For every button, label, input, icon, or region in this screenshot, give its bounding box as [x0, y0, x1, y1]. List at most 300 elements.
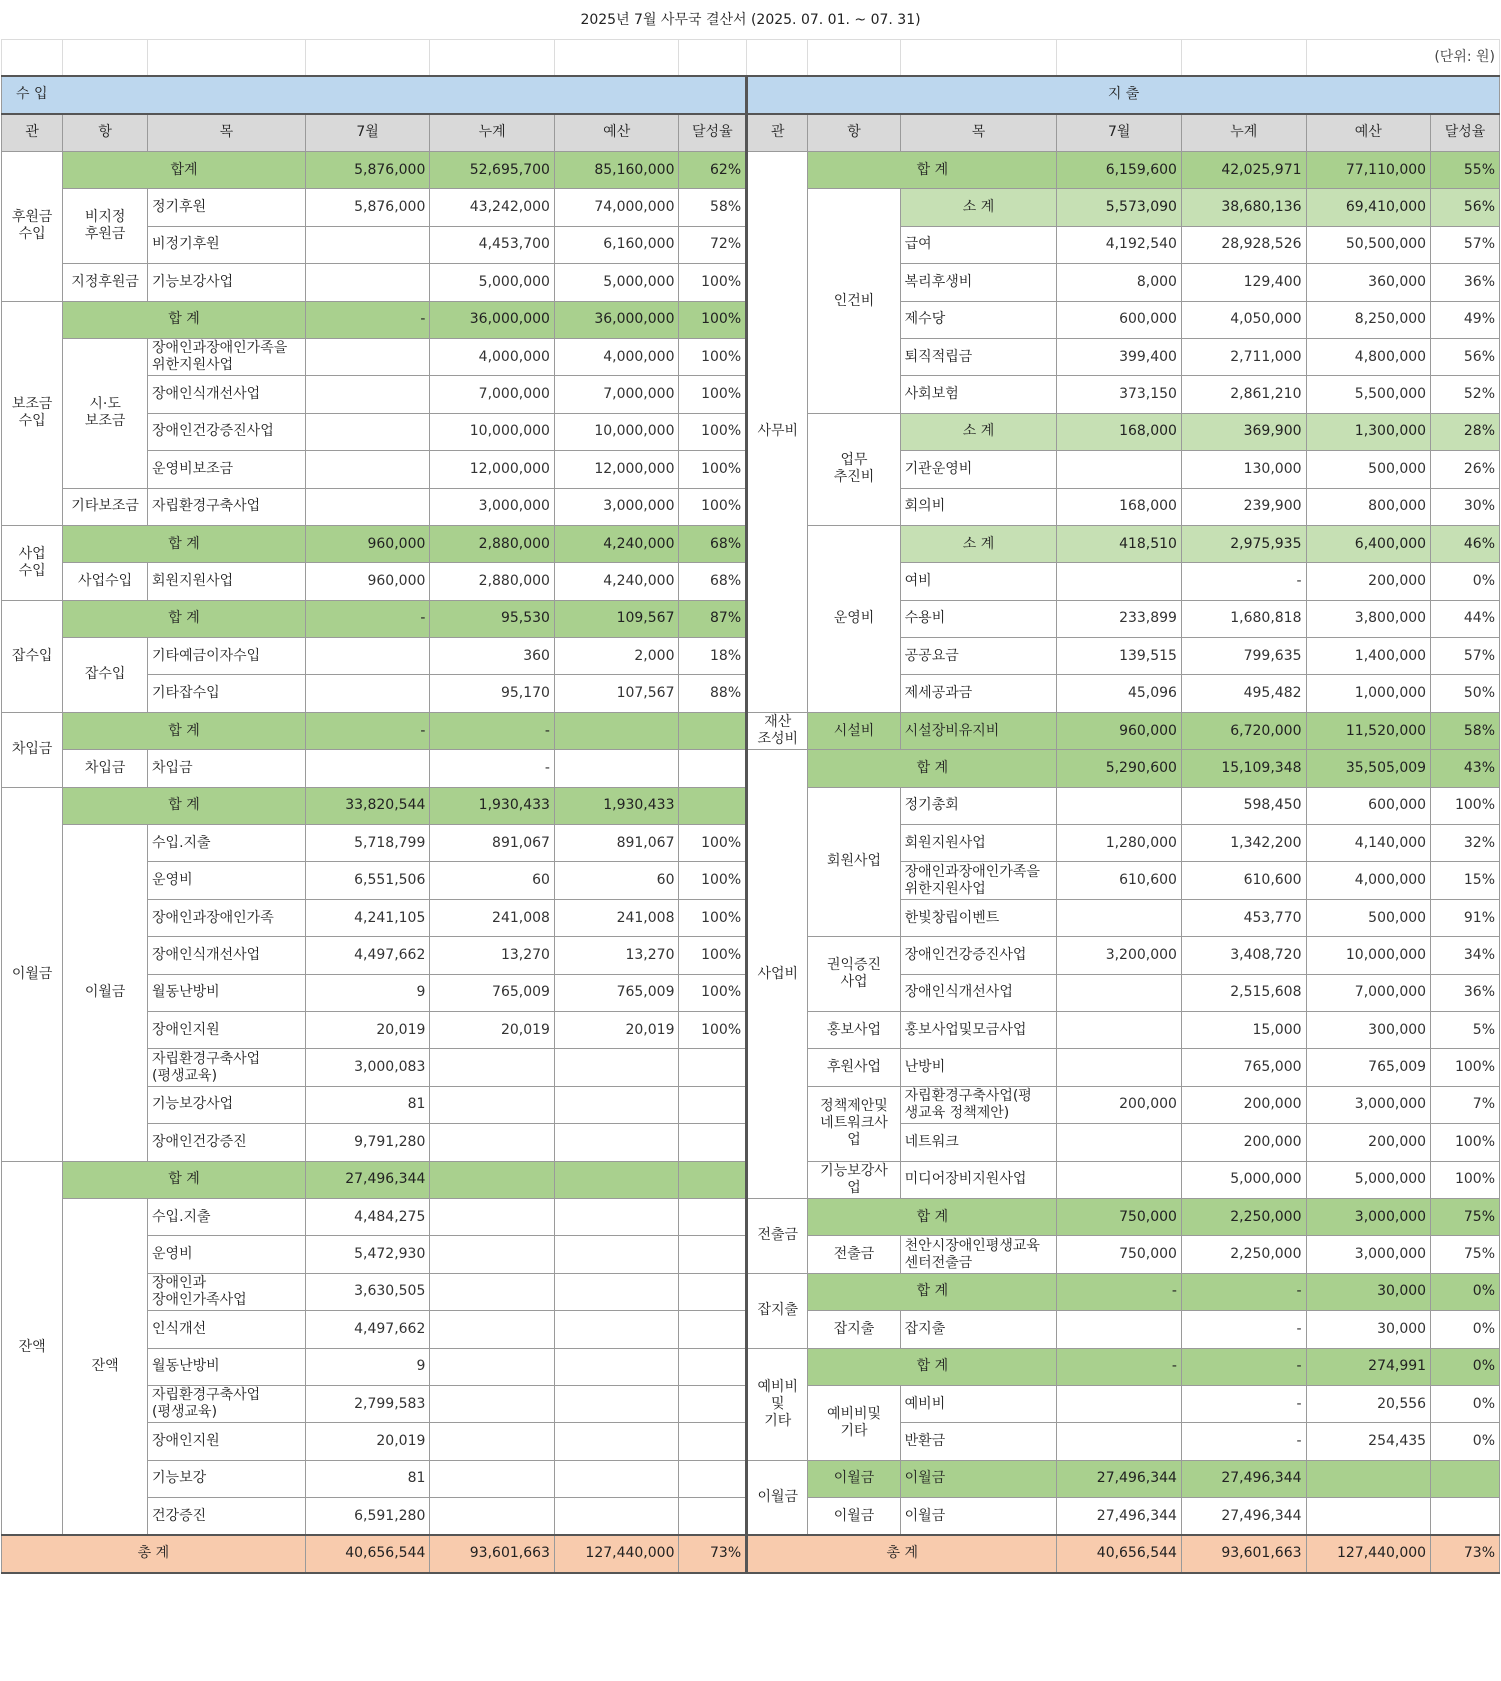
value-july: 4,497,662 — [305, 1311, 430, 1348]
value-rate: 100% — [1431, 787, 1500, 824]
mok-cell: 수입.지출 — [148, 1198, 306, 1235]
value-rate: 57% — [1431, 226, 1500, 263]
value-budget: 300,000 — [1306, 1011, 1431, 1048]
value-cumulative: 3,000,000 — [430, 488, 555, 525]
value-budget: 77,110,000 — [1306, 152, 1431, 189]
value-rate: 56% — [1431, 189, 1500, 226]
value-july: 960,000 — [305, 525, 430, 562]
value-rate: 32% — [1431, 825, 1500, 862]
value-rate: 87% — [679, 600, 747, 637]
value-cumulative: 2,880,000 — [430, 563, 555, 600]
value-rate: 68% — [679, 563, 747, 600]
value-july: 20,019 — [305, 1011, 430, 1048]
value-rate: 34% — [1431, 937, 1500, 974]
mok-cell: 네트워크 — [900, 1124, 1057, 1161]
value-cumulative: 799,635 — [1181, 638, 1306, 675]
value-july: 5,472,930 — [305, 1236, 430, 1273]
value-rate: 36% — [1431, 264, 1500, 301]
value-rate: 26% — [1431, 451, 1500, 488]
value-july — [1057, 563, 1182, 600]
hang-cell: 차입금 — [63, 750, 148, 787]
value-july — [1057, 1161, 1182, 1198]
mok-cell: 장애인지원 — [148, 1011, 306, 1048]
hang-cell: 이월금 — [808, 1498, 900, 1535]
hang-cell: 잡수입 — [63, 638, 148, 713]
value-cumulative: 6,720,000 — [1181, 712, 1306, 749]
value-cumulative — [430, 1086, 555, 1123]
value-budget: 765,009 — [1306, 1049, 1431, 1086]
value-july: 81 — [305, 1460, 430, 1497]
value-budget — [554, 1049, 679, 1086]
value-rate: 44% — [1431, 600, 1500, 637]
value-budget: 600,000 — [1306, 787, 1431, 824]
value-cumulative — [430, 1385, 555, 1422]
value-july: 960,000 — [1057, 712, 1182, 749]
table-row — [2, 1273, 1500, 1310]
mok-cell: 장애인지원 — [148, 1423, 306, 1460]
total-label: 합 계 — [63, 600, 306, 637]
value-rate: 100% — [679, 899, 747, 936]
value-cumulative: - — [1181, 1423, 1306, 1460]
gwan-cell: 예비비 및 기타 — [747, 1348, 808, 1460]
hang-cell: 권익증진 사업 — [808, 937, 900, 1012]
value-rate: 52% — [1431, 376, 1500, 413]
value-rate — [679, 787, 747, 824]
value-budget: 200,000 — [1306, 1124, 1431, 1161]
value-budget: 4,000,000 — [554, 338, 679, 375]
value-july: 168,000 — [1057, 413, 1182, 450]
mok-cell: 여비 — [900, 563, 1057, 600]
hang-cell: 업무 추진비 — [808, 413, 900, 525]
value-rate — [679, 1124, 747, 1161]
total-label: 합 계 — [63, 787, 306, 824]
value-cumulative: 5,000,000 — [1181, 1161, 1306, 1198]
value-july: 1,280,000 — [1057, 825, 1182, 862]
total-label: 합 계 — [808, 1198, 1057, 1235]
value-cumulative: 4,000,000 — [430, 338, 555, 375]
value-cumulative — [430, 1348, 555, 1385]
value-rate — [679, 1198, 747, 1235]
value-cumulative: 13,270 — [430, 937, 555, 974]
value-cumulative: 2,880,000 — [430, 525, 555, 562]
value-july: 9,791,280 — [305, 1124, 430, 1161]
value-rate: 46% — [1431, 525, 1500, 562]
value-july: 6,159,600 — [1057, 152, 1182, 189]
value-july: 3,000,083 — [305, 1049, 430, 1086]
value-rate: 55% — [1431, 152, 1500, 189]
mok-cell: 월동난방비 — [148, 1348, 306, 1385]
value-july — [1057, 1124, 1182, 1161]
value-budget: 5,000,000 — [554, 264, 679, 301]
mok-cell: 시설장비유지비 — [900, 712, 1057, 749]
value-cumulative: - — [1181, 1273, 1306, 1310]
value-budget — [1306, 1498, 1431, 1535]
mok-cell: 기타잡수입 — [148, 675, 306, 712]
value-cumulative: 891,067 — [430, 825, 555, 862]
value-july: 4,192,540 — [1057, 226, 1182, 263]
value-budget: 254,435 — [1306, 1423, 1431, 1460]
value-cumulative: - — [430, 750, 555, 787]
value-cumulative: 1,930,433 — [430, 787, 555, 824]
value-rate: 18% — [679, 638, 747, 675]
value-july — [305, 413, 430, 450]
mok-cell: 제세공과금 — [900, 675, 1057, 712]
value-cumulative: 43,242,000 — [430, 189, 555, 226]
mok-cell: 미디어장비지원사업 — [900, 1161, 1057, 1198]
gwan-cell: 이월금 — [747, 1460, 808, 1535]
value-budget: 109,567 — [554, 600, 679, 637]
value-budget — [1306, 1460, 1431, 1497]
value-rate: 28% — [1431, 413, 1500, 450]
value-rate: 100% — [679, 451, 747, 488]
gwan-cell: 잡수입 — [2, 600, 63, 712]
value-cumulative: 38,680,136 — [1181, 189, 1306, 226]
gwan-cell: 사업 수입 — [2, 525, 63, 600]
hang-cell: 회원사업 — [808, 787, 900, 937]
value-rate: 100% — [679, 488, 747, 525]
grand-rate: 73% — [679, 1535, 747, 1573]
value-budget: 765,009 — [554, 974, 679, 1011]
mok-cell: 장애인과 장애인가족사업 — [148, 1273, 306, 1310]
hang-cell: 이월금 — [63, 825, 148, 1162]
mok-cell: 자립환경구축사업(평 생교육 정책제안) — [900, 1086, 1057, 1123]
value-july: 3,200,000 — [1057, 937, 1182, 974]
value-budget: 1,300,000 — [1306, 413, 1431, 450]
value-july: - — [305, 301, 430, 338]
value-rate — [679, 1460, 747, 1497]
value-budget: 7,000,000 — [554, 376, 679, 413]
value-cumulative: 36,000,000 — [430, 301, 555, 338]
value-budget: 360,000 — [1306, 264, 1431, 301]
value-cumulative: 15,109,348 — [1181, 750, 1306, 787]
hang-cell: 지정후원금 — [63, 264, 148, 301]
value-cumulative: 20,019 — [430, 1011, 555, 1048]
value-budget: 69,410,000 — [1306, 189, 1431, 226]
table-row — [2, 750, 1500, 787]
value-cumulative: 5,000,000 — [430, 264, 555, 301]
value-rate — [679, 712, 747, 749]
value-july: 600,000 — [1057, 301, 1182, 338]
value-cumulative — [430, 1236, 555, 1273]
value-budget: 13,270 — [554, 937, 679, 974]
value-rate: 0% — [1431, 1423, 1500, 1460]
value-rate: 15% — [1431, 862, 1500, 899]
value-rate — [679, 1311, 747, 1348]
value-budget: 7,000,000 — [1306, 974, 1431, 1011]
value-cumulative — [430, 1273, 555, 1310]
value-july: 4,241,105 — [305, 899, 430, 936]
value-july: 4,484,275 — [305, 1198, 430, 1235]
value-rate: 0% — [1431, 1348, 1500, 1385]
value-july: 81 — [305, 1086, 430, 1123]
value-cumulative: 4,453,700 — [430, 226, 555, 263]
total-label: 합 계 — [63, 1161, 306, 1198]
mok-cell: 운영비 — [148, 862, 306, 899]
mok-cell: 정기총회 — [900, 787, 1057, 824]
value-cumulative: 12,000,000 — [430, 451, 555, 488]
grand-cumulative: 93,601,663 — [430, 1535, 555, 1573]
mok-cell: 기능보강 — [148, 1460, 306, 1497]
table-row — [2, 1460, 1500, 1497]
value-rate: 49% — [1431, 301, 1500, 338]
value-cumulative: 610,600 — [1181, 862, 1306, 899]
value-july — [305, 376, 430, 413]
mok-cell: 회원지원사업 — [148, 563, 306, 600]
value-budget: 3,800,000 — [1306, 600, 1431, 637]
value-budget: 5,000,000 — [1306, 1161, 1431, 1198]
value-rate: 0% — [1431, 1311, 1500, 1348]
value-budget: 30,000 — [1306, 1311, 1431, 1348]
subtotal-label: 소 계 — [900, 525, 1057, 562]
mok-cell: 운영비보조금 — [148, 451, 306, 488]
value-budget — [554, 1311, 679, 1348]
value-july: 8,000 — [1057, 264, 1182, 301]
mok-cell: 기능보강사업 — [148, 1086, 306, 1123]
value-rate — [679, 750, 747, 787]
value-cumulative: 453,770 — [1181, 899, 1306, 936]
mok-cell: 운영비 — [148, 1236, 306, 1273]
value-cumulative: 241,008 — [430, 899, 555, 936]
value-budget: 8,250,000 — [1306, 301, 1431, 338]
settlement-table — [1, 1, 1500, 1574]
value-budget: 1,000,000 — [1306, 675, 1431, 712]
mok-cell: 월동난방비 — [148, 974, 306, 1011]
value-cumulative: 369,900 — [1181, 413, 1306, 450]
value-rate: 100% — [679, 413, 747, 450]
value-july: 5,573,090 — [1057, 189, 1182, 226]
value-july: 233,899 — [1057, 600, 1182, 637]
value-july: 3,630,505 — [305, 1273, 430, 1310]
value-cumulative — [430, 1161, 555, 1198]
grand-total-label: 총 계 — [2, 1535, 306, 1573]
mok-cell: 천안시장애인평생교육 센터전출금 — [900, 1236, 1057, 1273]
value-july — [1057, 1385, 1182, 1422]
column-header-l-0: 관 — [2, 114, 63, 152]
grand-rate: 73% — [1431, 1535, 1500, 1573]
value-cumulative: 129,400 — [1181, 264, 1306, 301]
value-july: 139,515 — [1057, 638, 1182, 675]
mok-cell: 기관운영비 — [900, 451, 1057, 488]
value-budget: 274,991 — [1306, 1348, 1431, 1385]
value-budget: 74,000,000 — [554, 189, 679, 226]
hang-cell: 예비비및 기타 — [808, 1385, 900, 1460]
value-cumulative: 200,000 — [1181, 1124, 1306, 1161]
grand-july: 40,656,544 — [305, 1535, 430, 1573]
mok-cell: 장애인식개선사업 — [148, 376, 306, 413]
value-cumulative: 2,250,000 — [1181, 1236, 1306, 1273]
total-label: 합 계 — [63, 712, 306, 749]
column-header-r-1: 항 — [808, 114, 900, 152]
grand-cumulative: 93,601,663 — [1181, 1535, 1306, 1573]
value-cumulative: 95,170 — [430, 675, 555, 712]
value-cumulative: 765,009 — [430, 974, 555, 1011]
value-budget: 500,000 — [1306, 899, 1431, 936]
value-cumulative — [430, 1498, 555, 1535]
value-rate: 5% — [1431, 1011, 1500, 1048]
value-july: 5,290,600 — [1057, 750, 1182, 787]
value-rate: 88% — [679, 675, 747, 712]
value-budget — [554, 1460, 679, 1497]
value-cumulative: 42,025,971 — [1181, 152, 1306, 189]
column-header-r-3: 7월 — [1057, 114, 1182, 152]
mok-cell: 장애인과장애인가족 — [148, 899, 306, 936]
grand-total-row — [2, 1535, 1500, 1573]
value-budget: 4,800,000 — [1306, 338, 1431, 375]
hang-cell: 기능보강사 업 — [808, 1161, 900, 1198]
value-budget: 800,000 — [1306, 488, 1431, 525]
value-budget — [554, 1161, 679, 1198]
grand-budget: 127,440,000 — [554, 1535, 679, 1573]
total-label: 합 계 — [808, 1273, 1057, 1310]
value-july: 168,000 — [1057, 488, 1182, 525]
gwan-cell: 사무비 — [747, 152, 808, 713]
value-july: 20,019 — [305, 1423, 430, 1460]
value-budget: 6,160,000 — [554, 226, 679, 263]
value-july — [305, 675, 430, 712]
hang-cell: 잡지출 — [808, 1311, 900, 1348]
value-july: 750,000 — [1057, 1236, 1182, 1273]
gwan-cell: 보조금 수입 — [2, 301, 63, 525]
mok-cell: 사회보험 — [900, 376, 1057, 413]
value-rate: 7% — [1431, 1086, 1500, 1123]
hang-cell: 정책제안및 네트워크사 업 — [808, 1086, 900, 1161]
total-label: 합계 — [63, 152, 306, 189]
value-budget — [554, 1124, 679, 1161]
value-cumulative: 27,496,344 — [1181, 1498, 1306, 1535]
gwan-cell: 잔액 — [2, 1161, 63, 1535]
hang-cell: 홍보사업 — [808, 1011, 900, 1048]
hang-cell: 시·도 보조금 — [63, 338, 148, 488]
mok-cell: 인식개선 — [148, 1311, 306, 1348]
value-rate: 36% — [1431, 974, 1500, 1011]
value-rate — [679, 1086, 747, 1123]
value-budget: 107,567 — [554, 675, 679, 712]
value-budget: 200,000 — [1306, 563, 1431, 600]
value-cumulative: - — [1181, 563, 1306, 600]
value-july: 200,000 — [1057, 1086, 1182, 1123]
gwan-cell: 이월금 — [2, 787, 63, 1161]
value-july: 750,000 — [1057, 1198, 1182, 1235]
value-july — [1057, 787, 1182, 824]
value-budget: 60 — [554, 862, 679, 899]
value-rate: 100% — [679, 376, 747, 413]
value-budget — [554, 1385, 679, 1422]
mok-cell: 장애인건강증진사업 — [148, 413, 306, 450]
value-july — [305, 638, 430, 675]
value-rate: 100% — [679, 862, 747, 899]
value-july: 4,497,662 — [305, 937, 430, 974]
value-cumulative — [430, 1124, 555, 1161]
value-budget — [554, 1236, 679, 1273]
grand-july: 40,656,544 — [1057, 1535, 1182, 1573]
gwan-cell: 잡지출 — [747, 1273, 808, 1348]
column-header-l-5: 예산 — [554, 114, 679, 152]
mok-cell: 이월금 — [900, 1498, 1057, 1535]
value-cumulative — [430, 1311, 555, 1348]
value-budget: 6,400,000 — [1306, 525, 1431, 562]
value-july: 27,496,344 — [1057, 1460, 1182, 1497]
value-rate: 0% — [1431, 1385, 1500, 1422]
value-budget: 3,000,000 — [1306, 1236, 1431, 1273]
value-rate — [679, 1049, 747, 1086]
mok-cell: 공공요금 — [900, 638, 1057, 675]
value-budget: 10,000,000 — [1306, 937, 1431, 974]
gwan-cell: 재산 조성비 — [747, 712, 808, 749]
value-budget: 3,000,000 — [1306, 1086, 1431, 1123]
value-cumulative: 10,000,000 — [430, 413, 555, 450]
value-budget: 891,067 — [554, 825, 679, 862]
value-cumulative — [430, 1460, 555, 1497]
mok-cell: 예비비 — [900, 1385, 1057, 1422]
mok-cell: 회원지원사업 — [900, 825, 1057, 862]
mok-cell: 퇴직적립금 — [900, 338, 1057, 375]
value-rate — [679, 1498, 747, 1535]
value-july — [305, 226, 430, 263]
value-july: - — [305, 712, 430, 749]
total-label: 합 계 — [808, 750, 1057, 787]
value-july — [1057, 1011, 1182, 1048]
value-july — [305, 451, 430, 488]
value-rate — [679, 1423, 747, 1460]
value-budget: 4,240,000 — [554, 563, 679, 600]
hang-cell: 전출금 — [808, 1236, 900, 1273]
value-rate: 100% — [679, 974, 747, 1011]
column-header-r-0: 관 — [747, 114, 808, 152]
expense-section-header: 지 출 — [747, 76, 1500, 114]
column-header-l-2: 목 — [148, 114, 306, 152]
value-cumulative: 28,928,526 — [1181, 226, 1306, 263]
value-budget: 20,019 — [554, 1011, 679, 1048]
gwan-cell: 후원금 수입 — [2, 152, 63, 302]
mok-cell: 자립환경구축사업 (평생교육) — [148, 1385, 306, 1422]
mok-cell: 건강증진 — [148, 1498, 306, 1535]
value-cumulative: 239,900 — [1181, 488, 1306, 525]
value-rate — [1431, 1498, 1500, 1535]
mok-cell: 장애인식개선사업 — [900, 974, 1057, 1011]
value-rate — [679, 1385, 747, 1422]
value-rate — [679, 1236, 747, 1273]
column-header-l-1: 항 — [63, 114, 148, 152]
column-header-r-5: 예산 — [1306, 114, 1431, 152]
subtotal-label: 소 계 — [900, 413, 1057, 450]
value-budget: 12,000,000 — [554, 451, 679, 488]
hang-cell: 후원사업 — [808, 1049, 900, 1086]
value-cumulative: - — [430, 712, 555, 749]
value-july — [1057, 1311, 1182, 1348]
mok-cell: 회의비 — [900, 488, 1057, 525]
total-label: 합 계 — [808, 1348, 1057, 1385]
value-budget — [554, 1498, 679, 1535]
value-cumulative: 765,000 — [1181, 1049, 1306, 1086]
value-july: 6,551,506 — [305, 862, 430, 899]
value-cumulative: 2,861,210 — [1181, 376, 1306, 413]
value-july — [305, 338, 430, 375]
hang-cell: 인건비 — [808, 189, 900, 413]
value-rate: 56% — [1431, 338, 1500, 375]
value-cumulative: - — [1181, 1311, 1306, 1348]
value-cumulative: 2,975,935 — [1181, 525, 1306, 562]
value-budget: 4,000,000 — [1306, 862, 1431, 899]
value-rate: 100% — [1431, 1049, 1500, 1086]
mok-cell: 한빛창립이벤트 — [900, 899, 1057, 936]
value-july: - — [305, 600, 430, 637]
mok-cell: 장애인과장애인가족을 위한지원사업 — [148, 338, 306, 375]
mok-cell: 이월금 — [900, 1460, 1057, 1497]
mok-cell: 기능보강사업 — [148, 264, 306, 301]
value-july — [1057, 1423, 1182, 1460]
value-budget: 1,930,433 — [554, 787, 679, 824]
value-budget — [554, 1198, 679, 1235]
